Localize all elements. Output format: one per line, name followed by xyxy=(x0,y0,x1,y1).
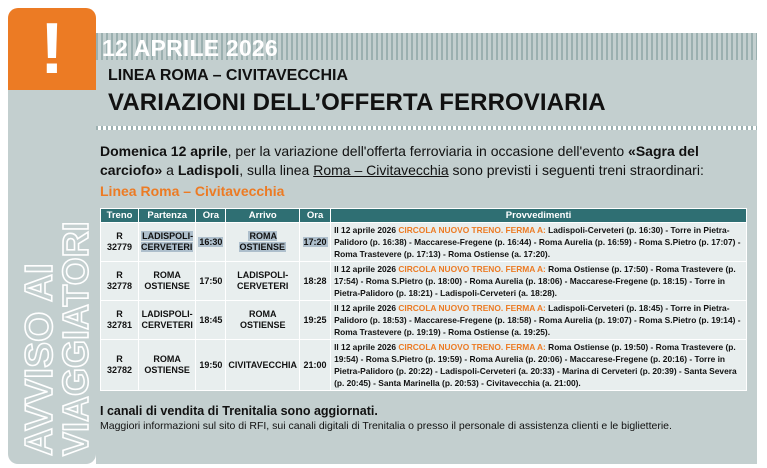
prov-text: Ladispoli-Cerveteri (p. 18:45) - Torre in Pietra-Palidoro (p. 18:53) - Maccarese-Fregene (p. 18:58) - Roma Aurelia (p. 19:07) - Roma S.Pietro (p. 19:14) - Roma Trastevere (p. 19:19) - Roma Ostiense (a. 19:25). xyxy=(334,303,741,337)
trains-table xyxy=(100,208,747,391)
cell-ora-partenza: 19:50 xyxy=(196,340,226,391)
cell-treno: R 32778 xyxy=(101,262,139,301)
prov-highlight: CIRCOLA NUOVO TRENO. FERMA A: xyxy=(398,264,549,274)
table-row xyxy=(101,223,747,262)
cell-treno: R 32781 xyxy=(101,301,139,340)
warning-box xyxy=(8,8,96,90)
cell-partenza-text: LADISPOLI-CERVETERI xyxy=(141,231,194,252)
cell-treno: R 32782 xyxy=(101,340,139,391)
cell-partenza xyxy=(139,223,196,262)
intro-text: a xyxy=(162,162,178,178)
cell-partenza: ROMA OSTIENSE xyxy=(139,262,196,301)
cell-arrivo-text: ROMA OSTIENSE xyxy=(239,231,285,252)
cell-ora-arrivo xyxy=(300,223,331,262)
content-panel xyxy=(96,130,757,464)
table-row xyxy=(101,340,747,391)
cell-provvedimenti xyxy=(331,262,747,301)
col-header-partenza: Partenza xyxy=(139,209,196,223)
cell-ora-arrivo: 18:28 xyxy=(300,262,331,301)
col-header-arrivo: Arrivo xyxy=(226,209,300,223)
cell-ora-partenza: 17:50 xyxy=(196,262,226,301)
intro-text: sono previsti i seguenti treni straordinari: xyxy=(448,162,704,178)
vertical-title-panel xyxy=(8,90,96,464)
prov-highlight: CIRCOLA NUOVO TRENO. FERMA A: xyxy=(398,342,549,352)
cell-ora-arrivo: 21:00 xyxy=(300,340,331,391)
intro-event: «Sagra del carciofo» xyxy=(100,143,699,178)
cell-ora-arrivo-text: 17:20 xyxy=(303,236,327,247)
table-row xyxy=(101,262,747,301)
cell-partenza: LADISPOLI-CERVETERI xyxy=(139,301,196,340)
prov-text: Roma Ostiense (p. 17:50) - Roma Trastevere (p. 17:54) - Roma S.Pietro (p. 18:00) - Roma Aurelia (p. 18:06) - Maccarese-Fregene (p. 18:15) - Torre in Pietra-Palidoro (p. 18:21) - Ladispoli-Cerveteri (a. 18:28). xyxy=(334,264,736,298)
side-column xyxy=(8,8,96,464)
cell-arrivo: ROMA OSTIENSE xyxy=(226,301,300,340)
table-header-row xyxy=(101,209,747,223)
intro-text: , per la variazione dell'offerta ferroviaria in occasione dell'evento xyxy=(227,143,629,159)
cell-partenza: ROMA OSTIENSE xyxy=(139,340,196,391)
page-title: VARIAZIONI DELL’OFFERTA FERROVIARIA xyxy=(108,89,606,116)
col-header-ora-arrivo: Ora xyxy=(300,209,331,223)
cell-ora-arrivo: 19:25 xyxy=(300,301,331,340)
table-row xyxy=(101,301,747,340)
cell-provvedimenti xyxy=(331,223,747,262)
prov-prefix: Il 12 aprile 2026 xyxy=(334,264,399,274)
vertical-title xyxy=(8,90,96,464)
col-header-ora-partenza: Ora xyxy=(196,209,226,223)
line-name: LINEA ROMA – CIVITAVECCHIA xyxy=(108,67,349,84)
vertical-title-line1: AVVISO AI xyxy=(18,263,61,456)
col-header-treno: Treno xyxy=(101,209,139,223)
vertical-title-line2: VIAGGIATORI xyxy=(55,221,96,456)
footer-info: Maggiori informazioni sul sito di RFI, sui canali digitali di Trenitalia o presso il personale di assistenza clienti e le biglietterie. xyxy=(100,420,672,432)
header-band xyxy=(96,33,757,126)
cell-provvedimenti xyxy=(331,301,747,340)
prov-prefix: Il 12 aprile 2026 xyxy=(334,225,399,235)
cell-provvedimenti xyxy=(331,340,747,391)
cell-treno: R 32779 xyxy=(101,223,139,262)
cell-arrivo: CIVITAVECCHIA xyxy=(226,340,300,391)
section-subtitle: Linea Roma – Civitavecchia xyxy=(100,183,285,199)
intro-place: Ladispoli xyxy=(177,162,240,178)
prov-highlight: CIRCOLA NUOVO TRENO. FERMA A: xyxy=(398,303,549,313)
footer-headline: I canali di vendita di Trenitalia sono aggiornati. xyxy=(100,404,378,418)
cell-ora-partenza-text: 16:30 xyxy=(199,236,223,247)
notice-date: 12 APRILE 2026 xyxy=(102,35,278,61)
exclamation-icon: ! xyxy=(40,9,64,89)
prov-prefix: Il 12 aprile 2026 xyxy=(334,342,399,352)
prov-prefix: Il 12 aprile 2026 xyxy=(334,303,399,313)
cell-arrivo xyxy=(226,223,300,262)
intro-line-link: Roma – Civitavecchia xyxy=(313,162,449,178)
intro-paragraph xyxy=(100,142,750,180)
intro-text: , sulla linea xyxy=(239,162,314,178)
prov-highlight: CIRCOLA NUOVO TRENO. FERMA A: xyxy=(398,225,549,235)
cell-arrivo: LADISPOLI-CERVETERI xyxy=(226,262,300,301)
prov-text: Ladispoli-Cerveteri (p. 16:30) - Torre in Pietra-Palidoro (p. 16:38) - Maccarese-Fregene (p. 16:44) - Roma Aurelia (p. 16:59) - Roma S.Pietro (p. 17:07) - Roma Trastevere (p. 17:13) - Roma Ostiense (a. 17:20). xyxy=(334,225,741,259)
cell-ora-partenza xyxy=(196,223,226,262)
intro-date: Domenica 12 aprile xyxy=(100,143,228,159)
cell-ora-partenza: 18:45 xyxy=(196,301,226,340)
col-header-provvedimenti: Provvedimenti xyxy=(331,209,747,223)
prov-text: Roma Ostiense (p. 19:50) - Roma Trastevere (p. 19:54) - Roma S.Pietro (p. 19:59) - Roma Aurelia (p. 20:06) - Maccarese-Fregene (p. 20:16) - Torre in Pietra-Palidoro (p. 20:22) - Ladispoli-Cerveteri (a. 20:33) - Marina di Cerveteri (p. 20:39) - Santa Severa (p. 20:45) - Santa Marinella (p. 20:53) - Civitavecchia (a. 21:00). xyxy=(334,342,737,388)
